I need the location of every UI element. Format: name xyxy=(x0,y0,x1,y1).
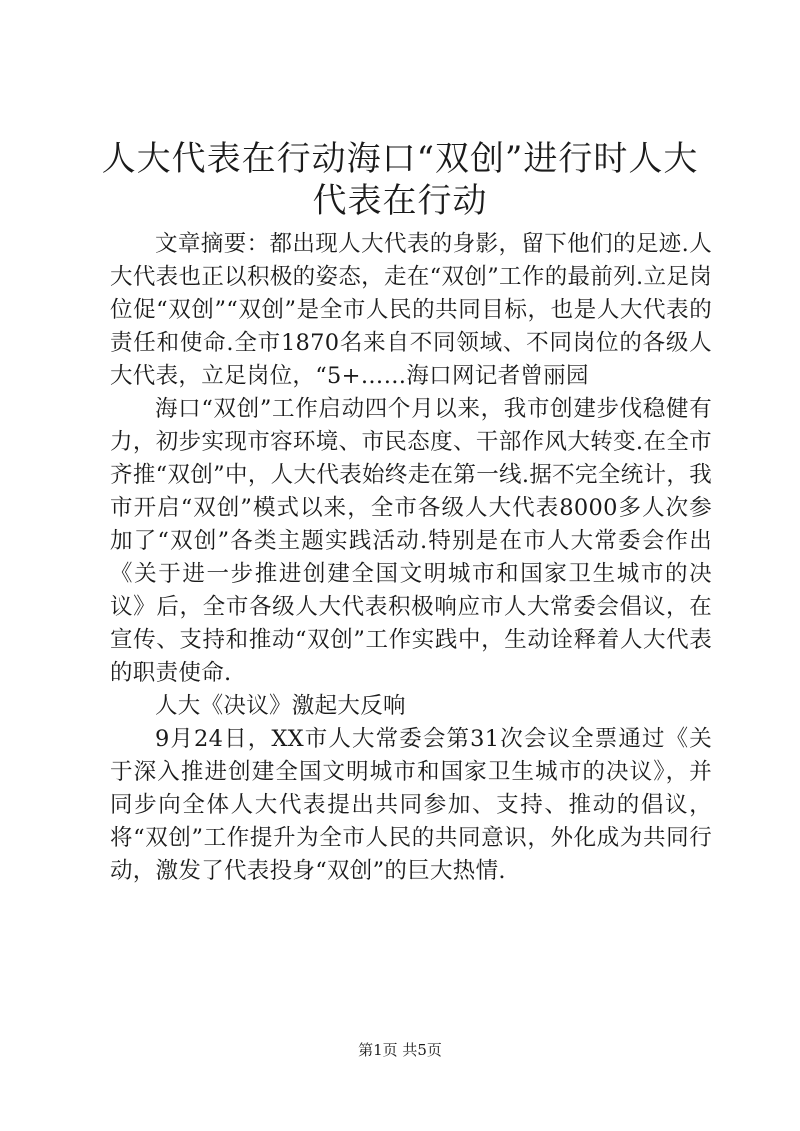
paragraph-resolution: 9月24日，XX市人大常委会第31次会议全票通过《关于深入推进创建全国文明城市和国家卫生城市的决议》，并同步向全体人大代表提出共同参加、支持、推动的倡议，将“双创”工作提升为全市人民的共同意识，外化成为共同行动，激发了代表投身“双创”的巨大热情. xyxy=(110,726,712,884)
section-heading: 人大《决议》激起大反响 xyxy=(155,693,406,719)
document-body xyxy=(110,228,712,888)
document-title: 人大代表在行动海口“双创”进行时人大代表在行动 xyxy=(101,139,699,221)
paragraph-abstract: 文章摘要：都出现人大代表的身影，留下他们的足迹.人大代表也正以积极的姿态，走在“双创”工作的最前列.立足岗位促“双创”“双创”是全市人民的共同目标，也是人大代表的责任和使命.全市1870名来自不同领域、不同岗位的各级人大代表，立足岗位，“5+……海口网记者曾丽园 xyxy=(110,231,712,389)
page-indicator: 第1页 共5页 xyxy=(358,1041,442,1059)
paragraph-intro: 海口“双创”工作启动四个月以来，我市创建步伐稳健有力，初步实现市容环境、市民态度、干部作风大转变.在全市齐推“双创”中，人大代表始终走在第一线.据不完全统计，我市开启“双创”模式以来，全市各级人大代表8000多人次参加了“双创”各类主题实践活动.特别是在市人大常委会作出《关于进一步推进创建全国文明城市和国家卫生城市的决议》后，全市各级人大代表积极响应市人大常委会倡议，在宣传、支持和推动“双创”工作实践中，生动诠释着人大代表的职责使命. xyxy=(110,396,712,686)
